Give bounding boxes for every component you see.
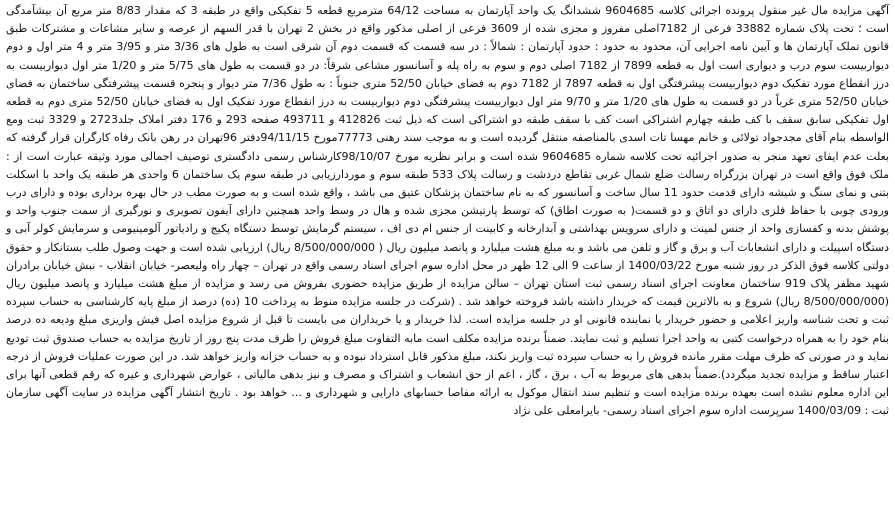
notice-body: ششدانگ یک واحد آپارتمان به مساحت 64/12 مترمربع قطعه 5 تفکیکی واقع در طبقه 3 که مقدار 8/83 متر مربع آن بیشآمدگی است ؛ تحت پلاک شماره 33882 فرعی از 7182اصلی مفروز و مجزی شده از 3609 فرعی از اصلی مذکور واقع در بخش 2 تهران با قدر السهم از عرصه و سایر مشاعات و مشترکات طبق قانون تملک آپارتمان ها و آیین نامه اجرایی آن، محدود به حدود : حدود آپارتمان : شمالاً : در سه قسمت که قسمت دوم آن شرقی است به طول های 3/36 متر و 3/95 متر و 4 متر اول و دوم دیواربیست سوم درب و دیواری است اول به قطعه 7899 از 7182 اصلی دوم و سوم به راه پله و آسانسور مشاعی شرقاً: در دو قسمت به طول های 5/75 متر و 1/20 متر اول دیواربیست به درز انقطاع مورد تفکیک دوم دیواربیست پیشرفتگی اول به قطعه 7897 از 7182 دوم به فضای خیابان 52/50 متری جنوباً : به طول 7/36 متر دیوار و پنجره قسمت پیشرفتگی ساختمان به فضای خیابان 52/50 متری غرباً در دو قسمت به طول های 1/20 متر و 9/70 متر اول دیواربیست پیشرفتگی دوم دیواربیست به درز انقطاع مورد تفکیک اول به فضای خیابان 52/50 متری دوم به قطعه اول تفکیکی سابق سقف با کف طبقه چهارم اشتراکی است کف با سقف طبقه دو اشتراکی است که ذیل ثبت 412826 و 493711 صفحه 293 و 176 دفتر املاک جلد2723 و 3329 ثبت ومع الواسطه بنام آقای مجدجواد تولائی و خانم مهسا تات اسدی بالمناصفه منتقل گردیده است و به موجب سند رهنی 77773مورخ 94/11/15دفتر 96تهران در رهن بانک رفاه کارگران قرار گرفته که بعلت عدم ایفای تعهد منجر به صدور اجرائیه تحت کلاسه شماره 9604685 شده است و برابر نظریه مورخ 98/10/07کارشناس رسمی دادگستری توصیف اجمالی مورد وثیقه عبارت است از : ملک فوق واقع است در تهران بزرگراه رسالت ضلع شمال غربی تقاطع دردشت و رسالت پلاک 533 طبقه سوم و موردارزیابی در طبقه سوم یک ساختمان 6 واحدی هر طبقه یک واحد با اسکلت بتنی و نمای سنگ و شیشه دارای قدمت حدود 11 سال ساخت و آسانسور که به نام ساختمان پزشکان عتیق می باشد ، واقع شده است و به صورت مطب در حال بهره برداری بوده و دارای درب ورودی چوبی با حفاظ فلزی دارای دو اتاق و دو قسمت( به صورت اطاق) که توسط پارتیشن مجزی شده و هال در وسط واحد همچنین دارای آیفون تصویری و نورگیری از سمت جنوب واحد و پوشش بدنه و کفسازی واحد از جنس لمینت و دارای سرویس بهداشتی و آبدارخانه و کابینت از جنس ام دی اف ، سیستم گرمایش توسط دستگاه پکیج و رادیاتور آلومینیومی و سرمایش کولر آبی و دستگاه اسپیلت و دارای انشعابات آب و برق و گاز و تلفن می باشد و به مبلغ هشت میلیارد و پانصد میلیون ریال ( 8/500/000/000 ریال) ارزیابی شده است و جهت وصول طلب بستانکار و حقوق دولتی کلاسه فوق الذکر در روز شنبه مورخ 1400/03/22 از ساعت 9 الی 12 ظهر در محل اداره سوم اجرای اسناد رسمی واقع در تهران – چهار راه ولیعصر- خیابان انقلاب - نبش خیابان برادران شهید مظفر پلاک 919 ساختمان معاونت اجرای اسناد رسمی ثبت استان تهران – سالن مزایده از طریق مزایده حضوری بفروش می رسد و مزایده از مبلغ هشت میلیارد و پانصد میلیون ریال (8/500/000/000 ریال) شروع و به بالاترین قیمت که خریدار داشته باشد فروخته خواهد شد . (شرکت در جلسه مزایده منوط به پرداخت 10 (ده) درصد از مبلغ پایه کارشناسی به حساب سپرده ثبت و تحت شناسه واریز اعلامی و حضور خریدار یا نماینده قانونی او در جلسه مزایده است. لذا خریدار و یا خریداران می بایست تا قبل از شروع مزایده اصل فیش واریزی مبلغ ودیعه ده درصد بنام خود را به همراه درخواست کتبی به واحد اجرا تسلیم و ثبت نمایند. ضمناً برنده مزایده مکلف است مابه التفاوت مبلغ فروش را ظرف مدت پنج روز از تاریخ مزایده به حساب صندوق ثبت تودیع نماید و در صورتی که ظرف مهلت مقرر مانده فروش را به حساب سپرده ثبت واریز نکند، مبلغ مذکور قابل استرداد نبوده و به حساب خزانه واریز خواهد شد. در این صورت عملیات فروش از درجه اعتبار ساقط و مزایده تجدید میگردد).ضمناً بدهی های مربوط به آب ، برق ، گاز ، اعم از حق انشعاب و اشتراک و مصرف و نیز بدهی مالیاتی ، عوارض شهرداری و غیره که رقم قطعی آنها برای این اداره معلوم نشده است بعهده برنده مزایده است و تنظیم سند انتقال موکول به ارائه مفاصا حسابهای دارایی و شهرداری و ... خواهد بود . تاریخ انتشار آگهی مزایده در سایت آگهی سازمان ثبت : 1400/03/09 سرپرست اداره سوم اجرای اسناد رسمی- — [6, 4, 890, 418]
notice-title: آگهی مزایده مال غیر منقول پرونده اجرائی کلاسه 9604685 — [605, 4, 889, 17]
notice-signer: بایرامعلی علی نژاد — [513, 404, 600, 418]
auction-notice-text — [6, 2, 889, 421]
